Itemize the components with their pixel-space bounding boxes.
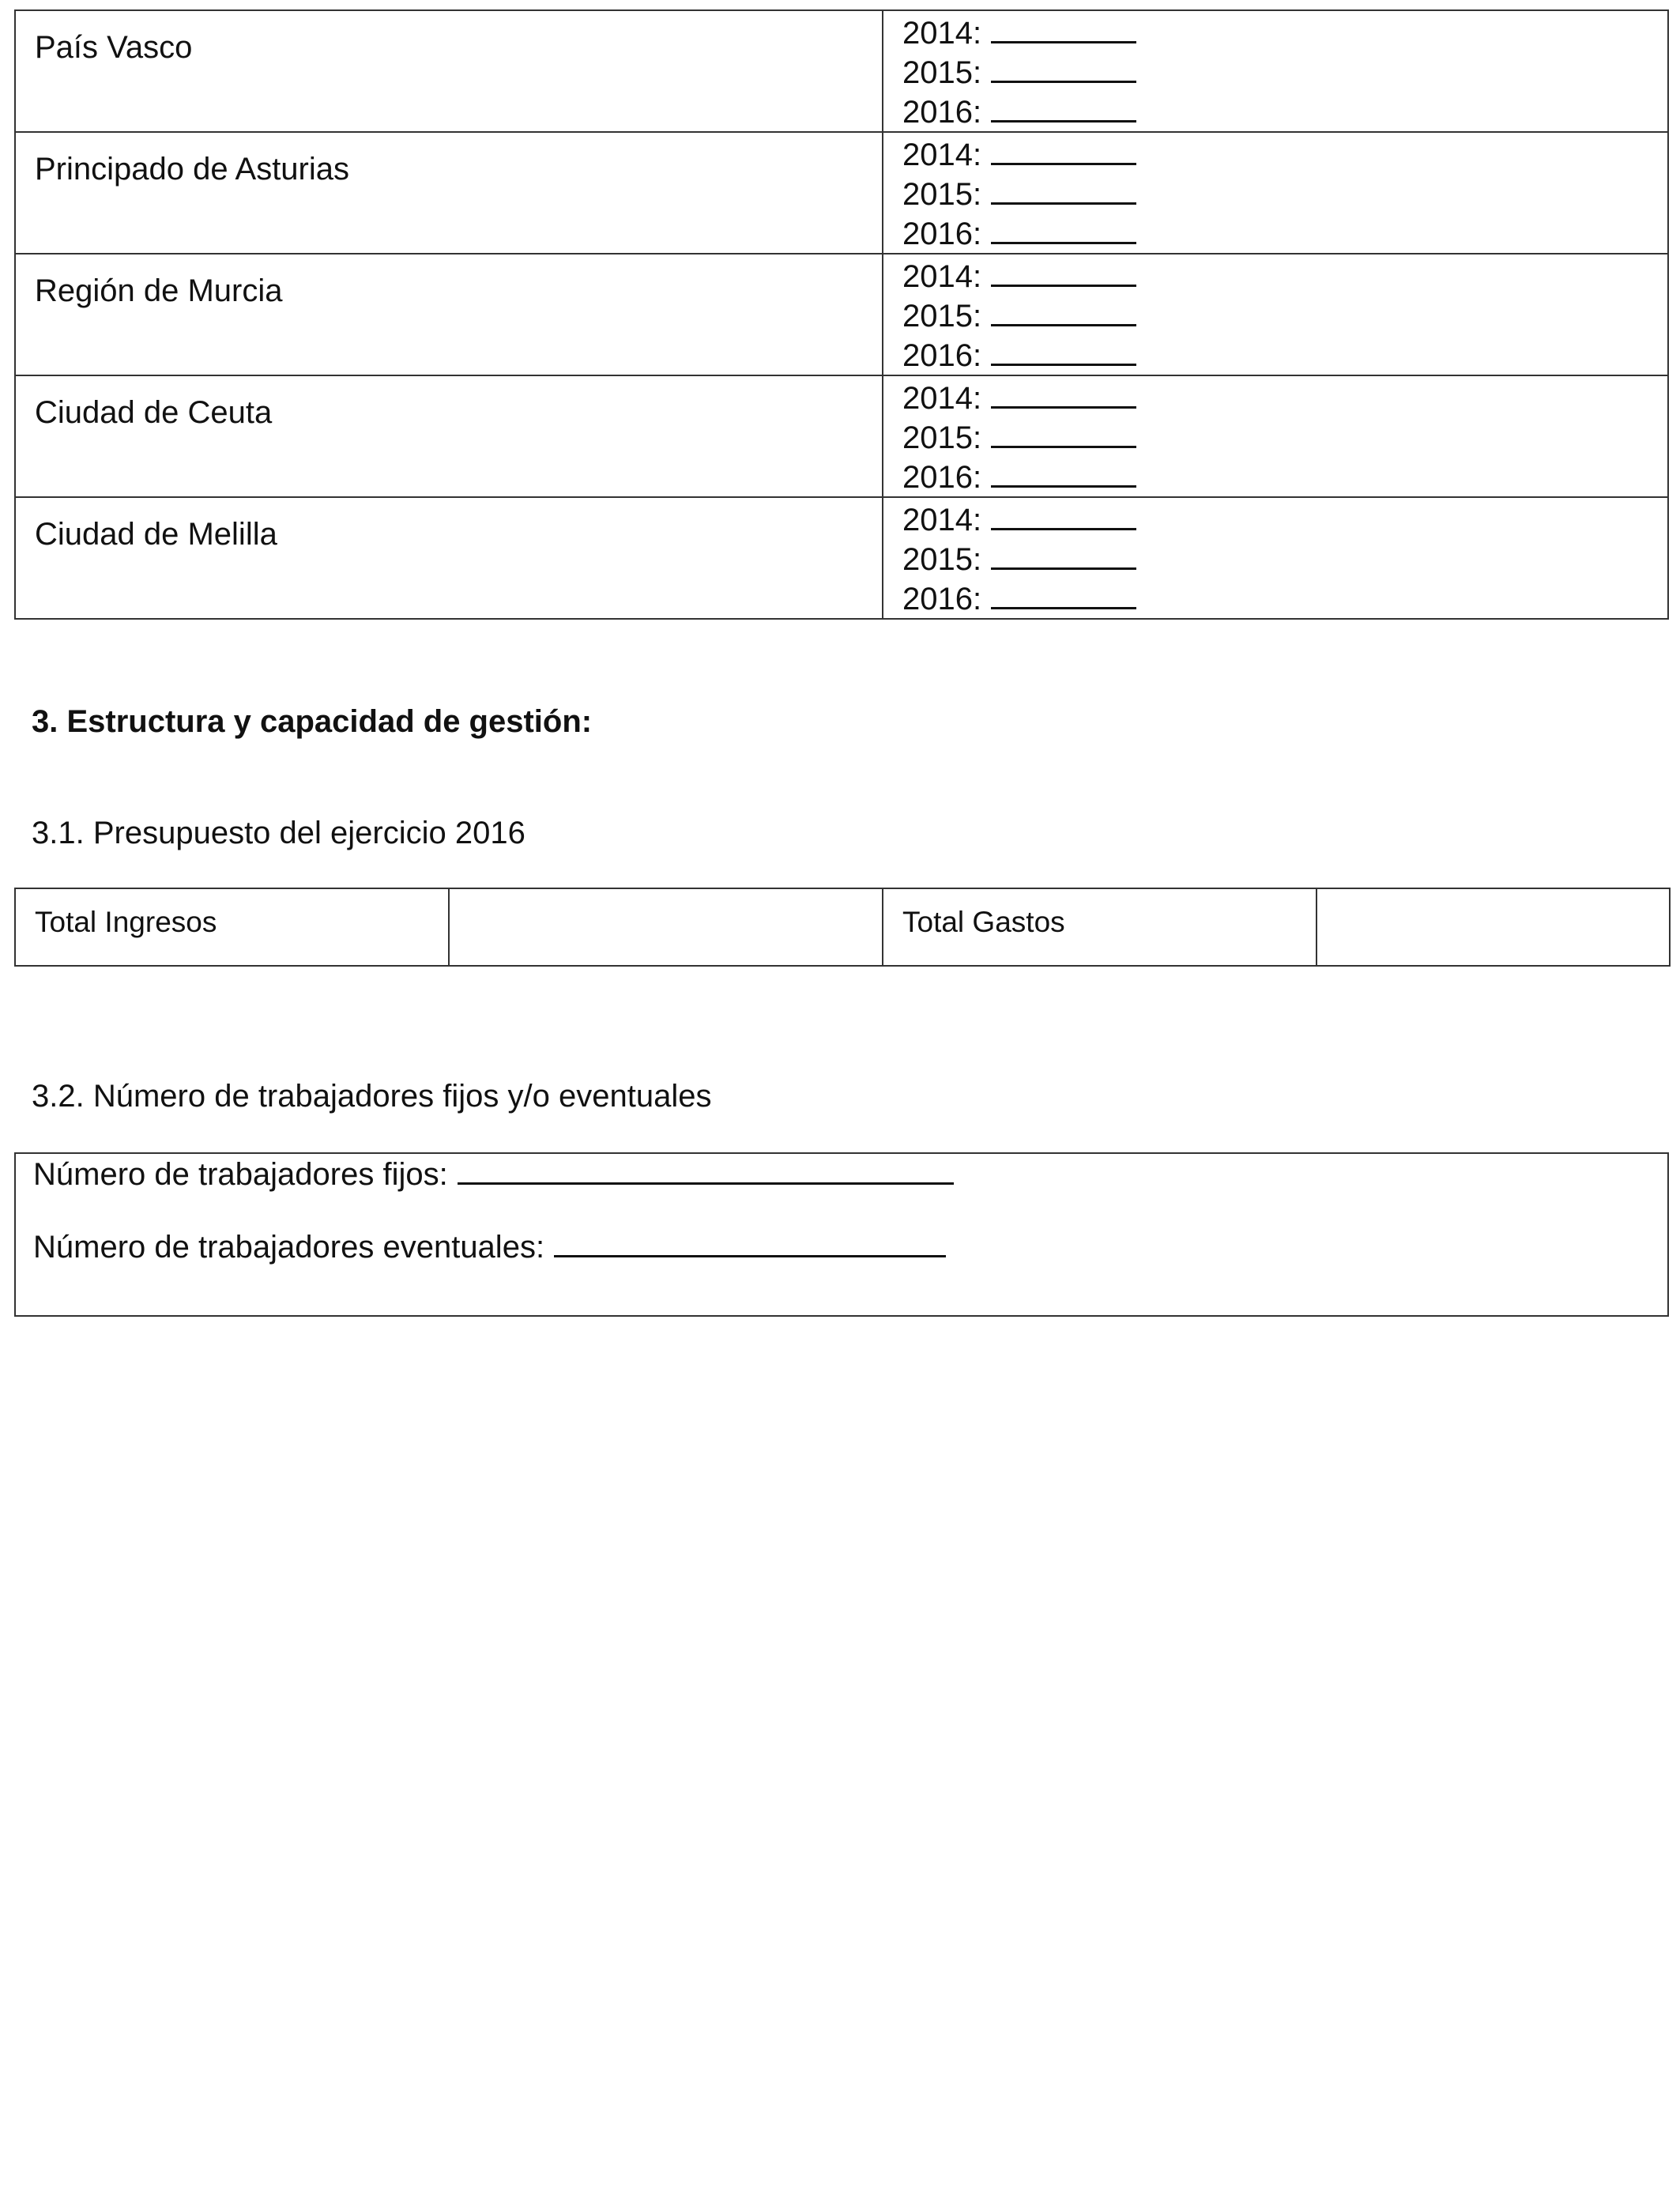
table-row <box>15 254 1668 375</box>
blank-line[interactable] <box>991 13 1136 43</box>
blank-line[interactable] <box>991 256 1136 287</box>
blank-line[interactable] <box>991 174 1136 205</box>
year-fields <box>883 254 1668 375</box>
region-name: Ciudad de Melilla <box>15 497 883 619</box>
year-label: 2016: <box>902 338 982 373</box>
year-field-line <box>902 539 1667 579</box>
year-field-line <box>902 335 1667 375</box>
region-name: País Vasco <box>15 10 883 132</box>
year-fields <box>883 497 1668 619</box>
year-label: 2015: <box>902 177 982 212</box>
blank-line[interactable] <box>991 213 1136 244</box>
fixed-workers-line <box>33 1154 954 1193</box>
region-name: Principado de Asturias <box>15 132 883 254</box>
year-field-line <box>902 579 1667 618</box>
year-field-line <box>902 378 1667 417</box>
blank-line[interactable] <box>991 92 1136 123</box>
blank-line[interactable] <box>991 457 1136 488</box>
blank-line[interactable] <box>991 134 1136 165</box>
fixed-workers-label: Número de trabajadores fijos: <box>33 1157 448 1192</box>
year-field-line <box>902 296 1667 335</box>
region-name: Ciudad de Ceuta <box>15 375 883 497</box>
blank-line[interactable] <box>991 378 1136 409</box>
year-label: 2015: <box>902 299 982 334</box>
year-field-line <box>902 52 1667 92</box>
section-heading: 3. Estructura y capacidad de gestión: <box>32 704 593 739</box>
year-field-line <box>902 256 1667 296</box>
blank-line[interactable] <box>991 417 1136 448</box>
year-field-line <box>902 417 1667 457</box>
year-fields <box>883 375 1668 497</box>
year-field-line <box>902 92 1667 131</box>
year-label: 2015: <box>902 420 982 455</box>
total-expenses-label: Total Gastos <box>883 888 1317 966</box>
blank-line[interactable] <box>991 499 1136 530</box>
temporary-workers-line <box>33 1227 946 1266</box>
blank-line[interactable] <box>991 335 1136 366</box>
blank-line[interactable] <box>991 539 1136 570</box>
temporary-workers-label: Número de trabajadores eventuales: <box>33 1230 545 1265</box>
year-label: 2016: <box>902 582 982 616</box>
temporary-workers-field[interactable] <box>554 1227 946 1257</box>
fixed-workers-field[interactable] <box>458 1154 954 1185</box>
year-label: 2014: <box>902 259 982 294</box>
blank-line[interactable] <box>991 579 1136 609</box>
year-field-line <box>902 457 1667 496</box>
regions-table <box>14 9 1669 620</box>
year-label: 2014: <box>902 381 982 416</box>
table-row <box>15 375 1668 497</box>
year-label: 2016: <box>902 95 982 130</box>
year-label: 2014: <box>902 16 982 51</box>
year-field-line <box>902 134 1667 174</box>
year-label: 2016: <box>902 217 982 251</box>
total-expenses-field[interactable] <box>1317 888 1670 966</box>
table-row <box>15 10 1668 132</box>
year-field-line <box>902 213 1667 253</box>
budget-subheading: 3.1. Presupuesto del ejercicio 2016 <box>32 816 525 850</box>
year-label: 2015: <box>902 55 982 90</box>
total-income-field[interactable] <box>449 888 883 966</box>
table-row <box>15 132 1668 254</box>
blank-line[interactable] <box>991 52 1136 83</box>
year-label: 2014: <box>902 138 982 172</box>
total-income-label: Total Ingresos <box>15 888 449 966</box>
blank-line[interactable] <box>991 296 1136 326</box>
year-field-line <box>902 13 1667 52</box>
table-row <box>15 497 1668 619</box>
table-row <box>15 888 1670 966</box>
workers-subheading: 3.2. Número de trabajadores fijos y/o eventuales <box>32 1079 712 1114</box>
year-label: 2016: <box>902 460 982 495</box>
year-field-line <box>902 174 1667 213</box>
budget-table <box>14 888 1671 967</box>
year-field-line <box>902 499 1667 539</box>
year-label: 2014: <box>902 503 982 537</box>
workers-box <box>14 1152 1669 1317</box>
year-label: 2015: <box>902 542 982 577</box>
year-fields <box>883 132 1668 254</box>
region-name: Región de Murcia <box>15 254 883 375</box>
year-fields <box>883 10 1668 132</box>
